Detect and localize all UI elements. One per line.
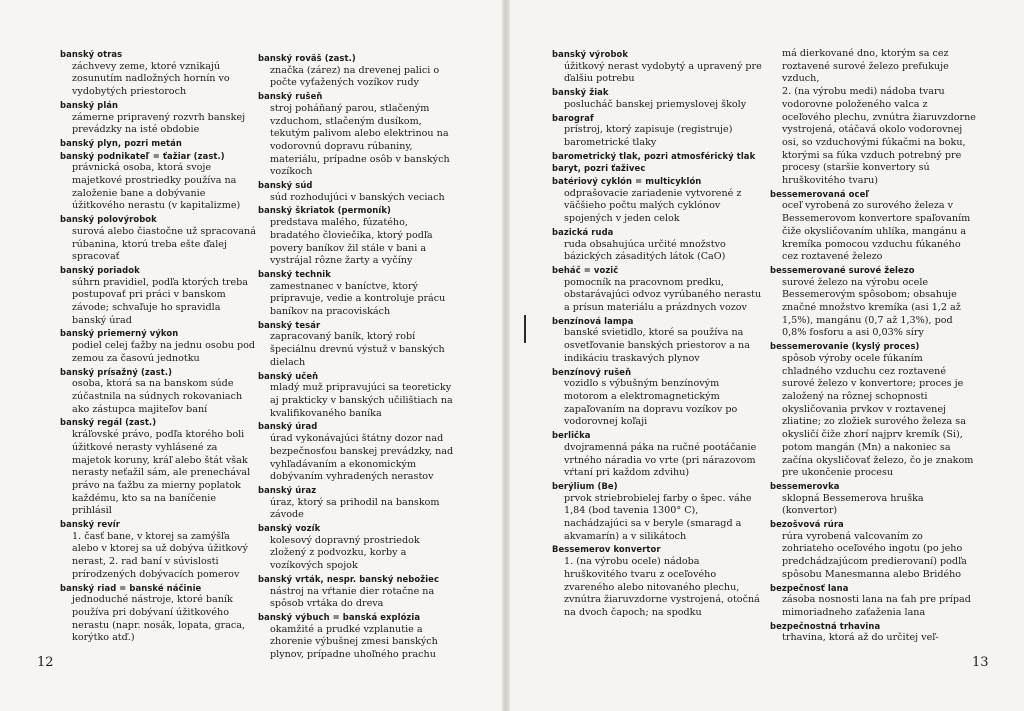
dictionary-entry	[60, 582, 256, 646]
entry-definition: úrad vykonávajúci štátny dozor nad bezpečnosťou banskej prevádzky, nad vyhľadávaním a ekonomickým dobývaním vyhradených nerastov	[270, 433, 454, 483]
entry-definition: 1. (na výrobu ocele) nádoba hruškovitého tvaru z oceľového zvareného alebo nitovaného plechu, zvnútra žiaruvzdorne vystrojená, otočná na dvoch čapoch; na spodku	[564, 556, 760, 618]
entry-definition: dvojramenná páka na ručné pootáčanie vrtného náradia vo vrte (pri nárazovom vŕtaní pri každom zdvihu)	[564, 441, 757, 479]
entry-definition: 2. (na výrobu medi) nádoba tvaru vodorovne položeného valca z oceľového plechu, zvnútra žiaruvzdorne vystrojená, otáčavá okolo vodorovnej osi, so vzduchovými fúkačmi na boku, ktorými sa fúka vzduch potrebný pre procesy (staršie konvertory sú hruškovitého tvaru)	[782, 86, 976, 187]
entry-definition: ruda obsahujúca určité množstvo bázických zásaditých látok (CaO)	[564, 238, 726, 263]
entry-headword: banský prísažný (zast.)	[60, 366, 173, 377]
entry-headword: banský úrad	[258, 421, 318, 432]
entry-definition: úraz, ktorý sa prihodil na banskom závode	[270, 496, 440, 521]
dictionary-entry	[552, 226, 764, 264]
entry-headword: beháč = vozič	[552, 264, 619, 275]
dictionary-entry	[770, 620, 976, 645]
entry-headword: bezpečnosť lana	[770, 582, 849, 593]
entry-definition: banské svietidlo, ktoré sa používa na osvetľovanie banských priestorov a na indikáciu traskavých plynov	[564, 327, 750, 364]
entry-definition: mladý muž pripravujúci sa teoreticky aj prakticky v banských učilištiach na kvalifikovaného baníka	[270, 382, 453, 419]
entry-headword: barograf	[552, 112, 594, 123]
page-number-left: 12	[37, 655, 54, 670]
dictionary-entry	[258, 52, 458, 90]
margin-mark	[524, 315, 526, 343]
dictionary-entry	[60, 264, 256, 328]
dictionary-entry	[60, 150, 256, 214]
dictionary-entry	[258, 90, 458, 179]
entry-headword: benzínový rušeň	[552, 366, 632, 377]
entry-headword: banský priemerný výkon	[60, 328, 179, 339]
entry-definition: má dierkované dno, ktorým sa cez roztavené surové železo prefukuje vzduch,	[782, 48, 949, 85]
dictionary-entry	[552, 48, 764, 86]
entry-headword: bessemerovaná oceľ	[770, 188, 870, 199]
entry-headword: banský roväš (zast.)	[258, 53, 356, 63]
dictionary-entry	[552, 315, 764, 366]
page-number-right: 13	[972, 655, 989, 670]
column-1	[60, 48, 256, 645]
dictionary-entry	[552, 429, 764, 480]
entry-headword: banský tesár	[258, 319, 321, 330]
dictionary-entry	[60, 416, 256, 518]
entry-headword: banský revír	[60, 519, 121, 530]
dictionary-entry	[258, 522, 458, 573]
dictionary-entry	[258, 611, 458, 662]
dictionary-entry	[258, 204, 458, 268]
entry-headword: bessemerovka	[770, 480, 840, 491]
entry-headword: banský otras	[60, 49, 123, 59]
dictionary-entry	[770, 188, 976, 264]
dictionary-entry	[770, 582, 976, 620]
dictionary-entry	[552, 162, 764, 175]
entry-headword: batériový cyklón = multicyklón	[552, 176, 702, 187]
entry-definition: záchvevy zeme, ktoré vznikajú zosunutím nadložných hornín vo vydobytých priestoroch	[72, 60, 230, 98]
column-2	[258, 52, 458, 662]
column-3	[552, 48, 764, 620]
entry-definition: surové železo na výrobu ocele Bessemerovým spôsobom; obsahuje značné množstvo kremíka (asi 1,2 až 1,5%), mangánu (0,7 až 1,3%), pod 0,8% fosforu a asi 0,03% síry	[782, 276, 961, 339]
entry-headword: banský súd	[258, 180, 313, 191]
entry-definition: sklopná Bessemerova hruška (konvertor)	[782, 492, 924, 517]
dictionary-entry	[60, 518, 256, 582]
dictionary-entry	[258, 179, 458, 204]
entry-headword: banský škriatok (permoník)	[258, 205, 391, 216]
entry-definition: súd rozhodujúci v banských veciach	[270, 191, 445, 203]
entry-definition: predstava malého, fúzatého, bradatého človiečika, ktorý podľa povery baníkov žil stále v bani a vystrájal rôzne žarty a vyčíny	[270, 217, 433, 267]
entry-headword: banský podnikateľ = ťažiar (zast.)	[60, 150, 225, 161]
entry-definition: rúra vyrobená valcovaním zo zohriateho oceľového ingotu (po jeho predchádzajúcom predierovaní) podľa spôsobu Manesmanna alebo Bridého	[782, 530, 967, 580]
entry-definition: spôsob výroby ocele fúkaním chladného vzduchu cez roztavené surové železo v konvertore; proces je založený na rôznej schopnosti okysličovania prvkov v roztavenej zliatine; zo zložiek surového železa sa okysličí čiže zhorí najprv kremík (Si), potom mangán (Mn) a nakoniec sa začína okysličovať železo, čo je znakom pre ukončenie procesu	[782, 352, 974, 479]
entry-definition: značka (zárez) na drevenej palici o počte vyťažených vozíkov rudy	[270, 64, 440, 89]
dictionary-entry	[258, 573, 458, 611]
entry-definition: podiel celej ťažby na jednu osobu pod zemou za časovú jednotku	[72, 340, 256, 364]
entry-definition: okamžité a prudké vzplanutie a zhorenie výbušnej zmesi banských plynov, prípadne uhoľného prachu	[270, 623, 438, 661]
entry-definition: 1. časť bane, v ktorej sa zamýšľa alebo v ktorej sa už dobýva úžitkový nerast, 2. rad baní v súvislosti prírodzených dobývacích pomerov	[72, 530, 248, 580]
entry-definition: vozidlo s výbušným benzínovým motorom a elektromagnetickým zapaľovaním na dopravu vozíkov po vodorovnej koľaji	[564, 378, 738, 428]
dictionary-entry	[552, 112, 764, 150]
dictionary-entry	[552, 480, 764, 544]
entry-headword: barometrický tlak, pozri atmosférický tlak	[552, 150, 756, 161]
entry-definition: kolesový dopravný prostriedok zložený z podvozku, korby a vozíkových spojok	[270, 534, 420, 572]
entry-headword: baryt, pozri ťaživec	[552, 163, 646, 174]
entry-headword: banský polovýrobok	[60, 214, 157, 225]
column-4	[770, 48, 976, 645]
entry-headword: Bessemerov konvertor	[552, 544, 661, 555]
entry-definition: zamestnanec v baníctve, ktorý pripravuje, vedie a kontroluje prácu baníkov na pracoviskách	[270, 280, 446, 318]
dictionary-entry	[552, 543, 764, 619]
entry-headword: bezošvová rúra	[770, 519, 844, 530]
entry-definition: prístroj, ktorý zapisuje (registruje) barometrické tlaky	[564, 124, 733, 148]
entry-definition: osoba, ktorá sa na banskom súde zúčastnila na súdnych rokovaniach ako zástupca majiteľov baní	[72, 378, 243, 415]
entry-definition: trhavina, ktorá až do určitej veľ-	[782, 632, 939, 644]
entry-definition: zámerne pripravený rozvrh banskej prevádzky na isté obdobie	[72, 111, 246, 136]
book-gutter	[502, 0, 510, 711]
dictionary-entry	[258, 268, 458, 319]
dictionary-entry	[258, 484, 458, 522]
entry-headword: banský technik	[258, 268, 331, 279]
dictionary-entry	[770, 480, 976, 518]
dictionary-entry	[552, 86, 764, 111]
entry-headword: banský regál (zast.)	[60, 417, 157, 428]
dictionary-entry	[60, 366, 256, 417]
entry-definition: zapracovaný baník, ktorý robí špeciálnu drevnú výstuž v banských dielach	[270, 331, 445, 368]
dictionary-entry	[552, 264, 764, 315]
dictionary-entry	[258, 319, 458, 370]
dictionary-entry	[258, 370, 458, 421]
entry-headword: bessemerované surové železo	[770, 264, 915, 275]
entry-headword: banský rušeň	[258, 91, 323, 102]
dictionary-entry	[60, 137, 256, 150]
dictionary-entry	[552, 150, 764, 163]
entry-definition: právnická osoba, ktorá svoje majetkové prostriedky používa na založenie bane a dobývanie úžitkového nerastu (v kapitalizme)	[72, 162, 241, 212]
entry-definition: kráľovské právo, podľa ktorého boli úžitkové nerasty vyhlásené za majetok koruny, kráľ alebo štát však nerasty neťažil sám, ale prenechával právo na ťažbu za mierny poplatok každému, kto sa na baníčenie prihlásil	[72, 429, 251, 517]
entry-definition: zásoba nosnosti lana na ťah pre prípad mimoriadneho zaťaženia lana	[782, 594, 971, 618]
dictionary-entry	[770, 86, 976, 188]
entry-definition: poslucháč banskej priemyslovej školy	[564, 98, 747, 110]
entry-definition: jednoduché nástroje, ktoré baník používa pri dobývaní úžitkového nerastu (napr. nosák, lopata, graca, korýtko atď.)	[72, 594, 246, 644]
dictionary-entry	[60, 327, 256, 365]
dictionary-entry	[770, 518, 976, 582]
entry-headword: banský riad = banské náčinie	[60, 582, 202, 593]
dictionary-entry	[60, 213, 256, 264]
entry-definition: prvok striebrobielej farby o špec. váhe 1,84 (bod tavenia 1300° C), nachádzajúci sa v beryle (smaragd a akvamarín) a v silikátoch	[564, 492, 752, 542]
entry-definition: nástroj na vŕtanie dier rotačne na spôsob vrtáka do dreva	[270, 585, 435, 610]
dictionary-entry	[258, 420, 458, 484]
entry-definition: surová alebo čiastočne už spracovaná rúbanina, ktorú treba ešte ďalej spracovať	[72, 225, 256, 263]
dictionary-entry	[770, 48, 976, 86]
dictionary-entry	[770, 264, 976, 340]
entry-headword: banský úraz	[258, 484, 317, 495]
entry-definition: pomocník na pracovnom predku, obstarávajúci odvoz vyrúbaného nerastu a prísun materiálu a prázdnych vozov	[564, 276, 762, 314]
entry-definition: súhrn pravidiel, podľa ktorých treba postupovať pri práci v banskom závode; schvaľuje ho spravidla banský úrad	[72, 276, 249, 326]
entry-definition: odprašovacie zariadenie vytvorené z väčšieho počtu malých cyklónov spojených v jeden celok	[564, 187, 742, 225]
dictionary-entry	[552, 175, 764, 226]
entry-headword: bezpečnostná trhavina	[770, 620, 881, 631]
entry-headword: banský učeň	[258, 370, 319, 381]
entry-headword: banský výbuch = banská explózia	[258, 611, 421, 622]
entry-headword: banský vozík	[258, 523, 321, 534]
entry-headword: berýlium (Be)	[552, 480, 618, 491]
entry-headword: banský žiak	[552, 87, 609, 98]
entry-headword: bessemerovanie (kyslý proces)	[770, 341, 920, 352]
entry-headword: berlička	[552, 430, 591, 441]
dictionary-entry	[770, 340, 976, 480]
dictionary-entry	[552, 366, 764, 430]
entry-headword: benzínová lampa	[552, 315, 634, 326]
entry-headword: banský plán	[60, 99, 119, 110]
dictionary-entry	[60, 48, 256, 99]
entry-definition: oceľ vyrobená zo surového železa v Bessemerovom konvertore spaľovaním čiže okysličovaním uhlíka, mangánu a kremíka pomocou vzduchu fúkaného cez roztavené železo	[782, 200, 971, 263]
entry-definition: stroj poháňaný parou, stlačeným vzduchom, stlačeným dusíkom, tekutým palivom alebo elektrinou na vodorovnú dopravu rúbaniny, materiálu, prípadne osôb v banských vozíkoch	[270, 102, 450, 178]
dictionary-entry	[60, 99, 256, 137]
entry-headword: banský vrták, nespr. banský nebožiec	[258, 573, 440, 584]
entry-definition: úžitkový nerast vydobytý a upravený pre ďalšiu potrebu	[564, 60, 762, 85]
entry-headword: banský výrobok	[552, 49, 629, 59]
entry-headword: banský poriadok	[60, 264, 140, 275]
entry-headword: banský plyn, pozri metán	[60, 137, 182, 148]
entry-headword: bazická ruda	[552, 226, 614, 237]
